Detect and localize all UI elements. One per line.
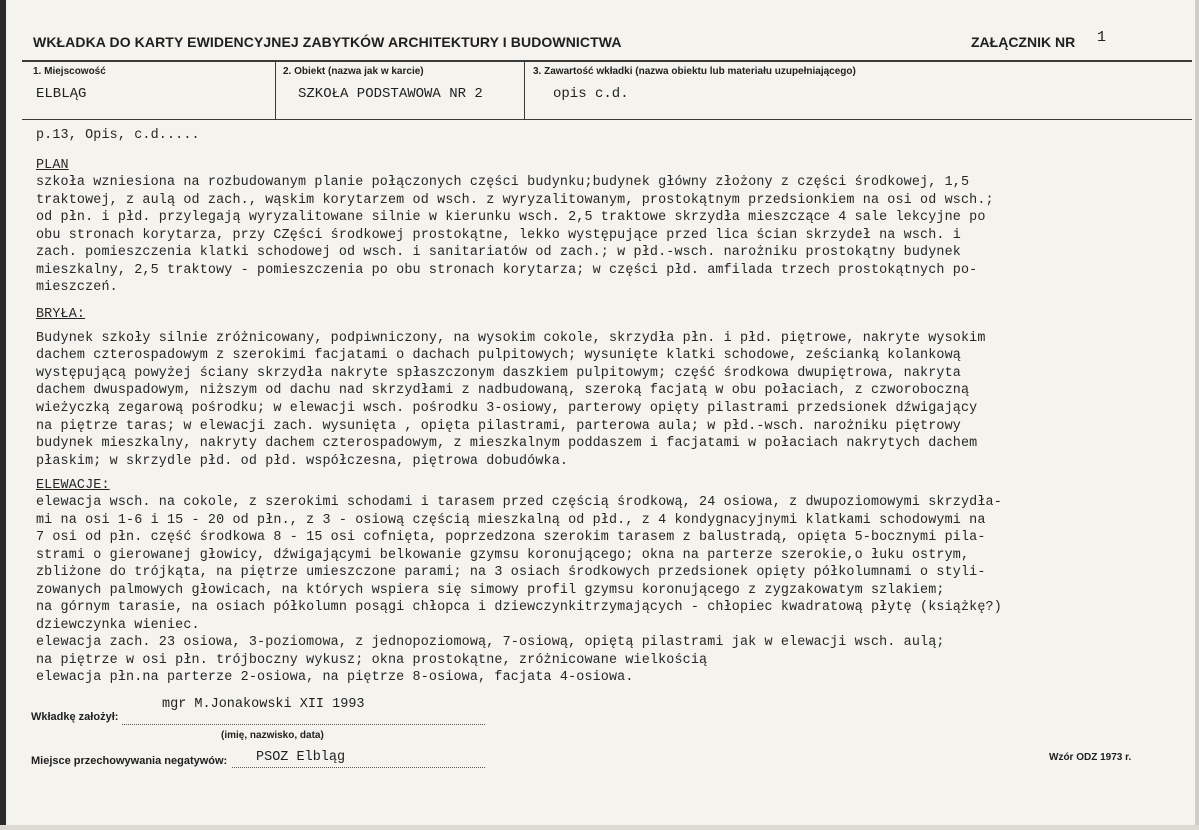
field-label-object: 2. Obiekt (nazwa jak w karcie) [283, 66, 424, 77]
plan-line-2: traktowej, z aulą od zach., wąskim korytarzem od wsch. z wyryzalitowanym, prostokątnym przedsionkiem na osi od wsch.; [36, 193, 994, 208]
author-hint: (imię, nazwisko, data) [221, 730, 324, 741]
author-dotted-line [122, 724, 485, 725]
header-divider-2 [524, 60, 525, 120]
plan-line-6: mieszkalny, 2,5 traktowy - pomieszczenia po obu stronach korytarza; w części płd. amfilada trzech prostokątnych po- [36, 263, 978, 278]
section-heading-plan: PLAN [36, 158, 69, 173]
bryla-line-5: wieżyczką zegarową pośrodku; w elewacji wsch. pośrodku 3-osiowy, parterowy opięty pilastrami przedsionek dźwigający [36, 401, 978, 416]
header-rule-top [22, 60, 1192, 62]
elewacje-line-11: elewacja płn.na parterze 2-osiowa, na piętrze 8-osiowa, facjata 4-osiowa. [36, 670, 634, 685]
section-heading-elewacje: ELEWACJE: [36, 478, 110, 493]
header-rule-bottom [22, 119, 1192, 120]
field-label-contents: 3. Zawartość wkładki (nazwa obiektu lub materiału uzupełniającego) [533, 66, 856, 77]
annex-label: ZAŁĄCZNIK NR [971, 34, 1076, 50]
elewacje-line-6: zowanych palmowych głowicach, na których wspiera się simowy profil gzymsu koronującego z zygzakowatym szlakiem; [36, 583, 945, 598]
field-value-locality: ELBLĄG [36, 86, 87, 102]
scan-bottom-edge [0, 825, 1199, 830]
header-divider-1 [275, 60, 276, 120]
elewacje-line-5: zbliżone do trójkąta, na piętrze umieszczone parami; na 3 osiach środkowych przedsionek opięty półkolumnami o styli- [36, 565, 986, 580]
bryla-line-3: występującą powyżej ściany skrzydła nakryte spłaszczonym daszkiem pulpitowym; część środkowa dwupiętrowa, nakryta [36, 366, 961, 381]
bryla-line-7: budynek mieszkalny, nakryty dachem czterospadowym, z mieszkalnym poddaszem i facjatami w połaciach nakrytych dachem [36, 436, 978, 451]
elewacje-line-2: mi na osi 1-6 i 15 - 20 od płn., z 3 - osiową częścią mieszkalną od płd., z 4 kondygnacyjnymi klatkami schodowymi na [36, 513, 986, 528]
elewacje-line-7: na górnym tarasie, na osiach półkolumn posągi chłopca i dziewczynkitrzymających - chłopiec kwadratową płytę (książkę?) [36, 600, 1002, 615]
elewacje-line-8: dziewczynka wieniec. [36, 618, 200, 633]
bryla-line-2: dachem czterospadowym z szerokimi facjatami o dachach pulpitowych; wysunięte klatki schodowe, ześcianką kolankową [36, 348, 961, 363]
field-label-locality: 1. Miejscowość [33, 66, 106, 77]
plan-line-7: mieszczeń. [36, 280, 118, 295]
field-value-object: SZKOŁA PODSTAWOWA NR 2 [298, 86, 483, 102]
storage-value: PSOZ Elbląg [256, 750, 346, 765]
author-label: Wkładkę założył: [31, 711, 119, 723]
plan-line-4: obu stronach korytarza, przy CZęści środkowej prostokątne, lekko występujące przed lica ścian skrzydeł na wsch. i [36, 228, 961, 243]
elewacje-line-4: strami o gierowanej głowicy, dźwigającymi belkowanie gzymsu koronującego; okna na parterze szerokie,o łuku ostrym, [36, 548, 970, 563]
plan-line-1: szkoła wzniesiona na rozbudowanym planie połączonych części budynku;budynek główny złożony z części środkowej, 1,5 [36, 175, 970, 190]
author-value: mgr M.Jonakowski XII 1993 [162, 697, 365, 712]
elewacje-line-1: elewacja wsch. na cokole, z szerokimi schodami i tarasem przed częścią środkową, 24 osiowa, z dwupoziomowymi skrzydła- [36, 495, 1002, 510]
annex-number: 1 [1097, 29, 1107, 46]
scan-left-edge [0, 0, 6, 830]
section-heading-bryla: BRYŁA: [36, 307, 86, 322]
bryla-line-4: dachem dwuspadowym, niższym od dachu nad skrzydłami z nadbudowaną, szeroką facjatą w obu połaciach, z czworoboczną [36, 383, 970, 398]
bryla-line-6: na piętrze taras; w elewacji zach. wysunięta , opięta pilastrami, parterowa aula; w płd.-wsch. narożniku piętrowy [36, 419, 961, 434]
elewacje-line-3: 7 osi od płn. część środkowa 8 - 15 osi cofnięta, poprzedzona szerokim tarasem z balustradą, opięta 5-bocznymi pila- [36, 530, 986, 545]
elewacje-line-9: elewacja zach. 23 osiowa, 3-poziomowa, z jednopoziomową, 7-osiową, opiętą pilastrami jak w elewacji wsch. aulą; [36, 635, 945, 650]
form-title: WKŁADKA DO KARTY EWIDENCYJNEJ ZABYTKÓW ARCHITEKTURY I BUDOWNICTWA [33, 34, 622, 50]
bryla-line-8: płaskim; w skrzydle płd. od płd. współczesna, piętrowa dobudówka. [36, 454, 569, 469]
intro-line: p.13, Opis, c.d..... [36, 128, 200, 143]
plan-line-5: zach. pomieszczenia klatki schodowej od wsch. i sanitariatów od zach.; w płd.-wsch. narożniku prostokątny budynek [36, 245, 961, 260]
storage-label: Miejsce przechowywania negatywów: [31, 755, 228, 767]
elewacje-line-10: na piętrze w osi płn. trójboczny wykusz; okna prostokątne, zróżnicowane wielkością [36, 653, 708, 668]
plan-line-3: od płn. i płd. przylegają wyryzalitowane silnie w kierunku wsch. 2,5 traktowe skrzydła mieszczące 4 sale lekcyjne po [36, 210, 986, 225]
bryla-line-1: Budynek szkoły silnie zróżnicowany, podpiwniczony, na wysokim cokole, skrzydła płn. i płd. piętrowe, nakryte wysokim [36, 331, 986, 346]
field-value-contents: opis c.d. [553, 86, 629, 102]
storage-dotted-line [232, 767, 485, 768]
scan-right-edge [1195, 0, 1199, 830]
form-template-note: Wzór ODZ 1973 r. [1049, 752, 1132, 763]
